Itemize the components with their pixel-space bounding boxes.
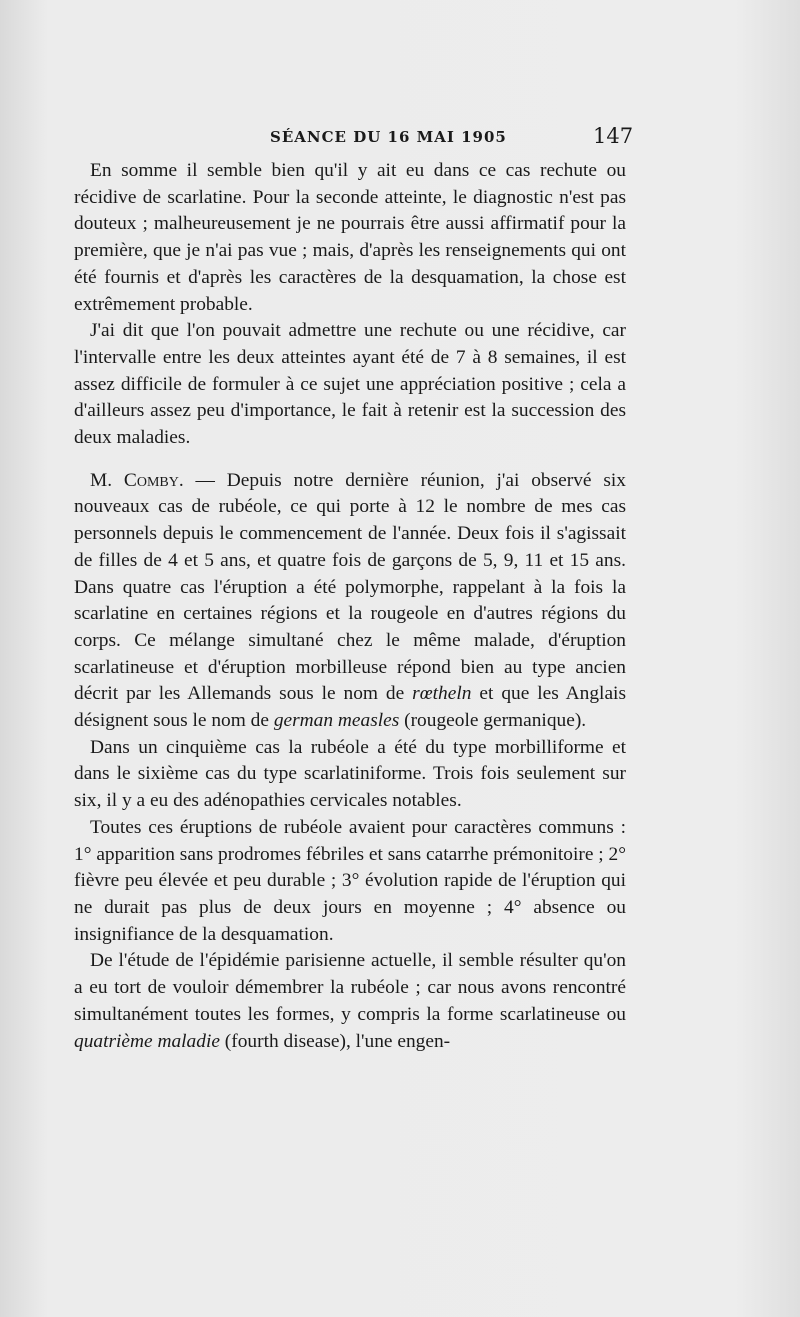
page-number: 147 <box>593 124 634 148</box>
paragraph-text: — Depuis notre dernière réunion, j'ai observé six nouveaux cas de rubéole, ce qui porte à 12 le nombre de mes cas personnels depuis le commencement de l'année. Deux fois il s'agissait de filles de 4 et 5 ans, et quatre fois de garçons de 5, 9, 11 et 15 ans. Dans quatre cas l'éruption a été polymorphe, rappelant à la fois la scarlatine en certaines régions et la rougeole en d'autres régions du corps. Ce mélange simultané chez le même malade, d'éruption scarlatineuse et d'éruption morbilleuse répond bien au type ancien décrit par les Allemands sous le nom de <box>74 469 626 705</box>
speaker-name: M. Comby. <box>90 469 184 491</box>
term-quatrieme-maladie: quatrième maladie <box>74 1030 220 1052</box>
paragraph-text: De l'étude de l'épidémie parisienne actuelle, il semble résulter qu'on a eu tort de vouloir démembrer la rubéole ; car nous avons rencontré simultanément toutes les formes, y compris la forme scarlatineuse ou <box>74 950 626 1025</box>
body-text <box>74 158 626 1055</box>
paragraph: Toutes ces éruptions de rubéole avaient pour caractères communs : 1° apparition sans prodromes fébriles et sans catarrhe prémonitoire ; 2° fièvre peu élevée et peu durable ; 3° évolution rapide de l'éruption qui ne durait pas plus de deux jours en moyenne ; 4° absence ou insignifiance de la desquamation. <box>74 816 626 945</box>
running-title: SÉANCE DU 16 MAI 1905 <box>270 128 507 146</box>
paragraph-text: et que les Anglais désignent sous le nom de <box>74 683 626 732</box>
page-header <box>0 124 800 154</box>
term-german-measles: german measles <box>273 710 400 732</box>
paragraph-comby <box>74 468 626 735</box>
paragraph-text: (fourth disease), l'une engen- <box>219 1030 451 1052</box>
term-rotheln: rœtheln <box>412 683 472 705</box>
paragraph: J'ai dit que l'on pouvait admettre une rechute ou une récidive, car l'intervalle entre les deux atteintes ayant été de 7 à 8 semaines, il est assez difficile de formuler à ce sujet une appréciation positive ; cela a d'ailleurs assez peu d'importance, le fait à retenir est la succession des deux maladies. <box>74 320 626 449</box>
paragraph: En somme il semble bien qu'il y ait eu dans ce cas rechute ou récidive de scarlatine. Pour la seconde atteinte, le diagnostic n'est pas douteux ; malheureusement je ne pourrais être aussi affirmatif pour la première, que je n'ai pas vue ; mais, d'après les renseignements qui ont été fournis et d'après les caractères de la desquamation, la chose est extrêmement probable. <box>74 160 626 315</box>
paragraph: Dans un cinquième cas la rubéole a été du type morbilliforme et dans le sixième cas du type scarlatiniforme. Trois fois seulement sur six, il y a eu des adénopathies cervicales notables. <box>74 736 626 812</box>
paragraph-text: (rougeole germanique). <box>399 710 587 732</box>
paragraph-last <box>74 948 626 1055</box>
